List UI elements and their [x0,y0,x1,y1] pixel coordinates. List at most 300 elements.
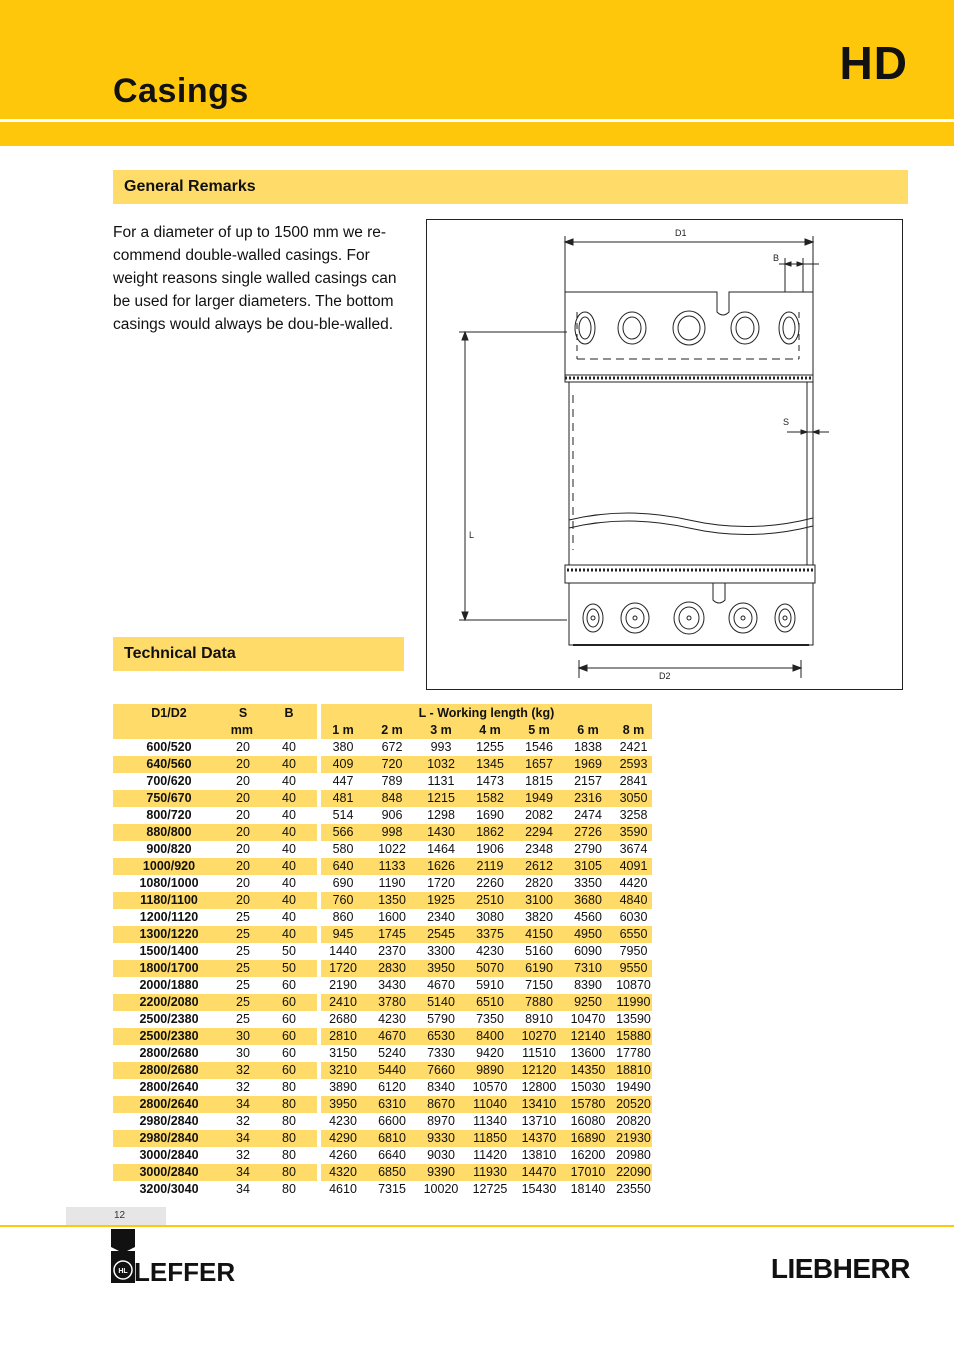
cell-weight: 13600 [570,1046,606,1060]
cell-b: 40 [282,740,296,754]
cell-b: 40 [282,910,296,924]
cell-weight: 15430 [521,1182,557,1196]
cell-s: 34 [236,1182,250,1196]
general-remarks-heading: General Remarks [113,170,908,204]
cell-diameter: 900/820 [146,842,192,856]
cell-weight: 993 [430,740,452,754]
cell-weight: 6190 [517,960,561,977]
cell-weight: 9390 [419,1164,463,1181]
cell-weight: 1345 [463,756,517,773]
cell-weight: 1255 [476,740,504,754]
cell-diameter: 1000/920 [113,858,225,875]
table-row [113,1011,652,1028]
general-remarks-text: For a diameter of up to 1500 mm we re-commend double-walled casings. For weight reasons single walled casings can be used for larger diameters. The bottom casings would always be dou-ble-walled. [113,224,397,333]
table-row [113,790,652,807]
cell-weight: 7330 [427,1046,455,1060]
cell-s: 32 [236,1114,250,1128]
cell-weight: 2082 [525,808,553,822]
cell-weight: 2841 [619,774,648,788]
cell-weight: 1473 [476,774,504,788]
cell-weight: 566 [321,824,365,841]
cell-weight: 1690 [476,808,504,822]
cell-weight: 4950 [561,926,615,943]
cell-diameter: 800/720 [146,808,192,822]
cell-weight: 16080 [570,1114,606,1128]
cell-weight: 4091 [615,858,652,875]
cell-weight: 11990 [616,995,651,1009]
cell-weight: 1190 [378,876,406,890]
cell-s: 20 [236,774,250,788]
table-row [113,841,652,858]
cell-diameter: 2200/2080 [113,994,225,1011]
cell-weight: 20820 [616,1114,651,1128]
cell-weight: 11930 [463,1164,517,1181]
cell-weight: 1925 [419,892,463,909]
top-bolt-holes [575,311,799,345]
cell-weight: 1350 [365,892,419,909]
cell-weight: 5070 [463,960,517,977]
cell-diameter: 1200/1120 [139,910,199,924]
cell-weight: 4610 [329,1182,357,1196]
cell-diameter: 640/560 [113,756,225,773]
cell-weight: 2340 [427,910,455,924]
cell-b: 80 [261,1130,317,1147]
cell-weight: 860 [332,910,354,924]
cell-weight: 1464 [427,842,455,856]
cell-weight: 8970 [427,1114,455,1128]
cell-weight: 998 [365,824,419,841]
cell-b: 60 [282,978,296,992]
cell-s: 32 [236,1080,250,1094]
cell-weight: 1745 [365,926,419,943]
cell-weight: 3820 [525,910,553,924]
cell-weight: 672 [381,740,403,754]
cell-weight: 848 [365,790,419,807]
cell-weight: 1546 [525,740,553,754]
cell-weight: 514 [332,808,354,822]
cell-weight: 1969 [561,756,615,773]
cell-b: 40 [282,808,296,822]
liebherr-logo: LIEBHERR [770,1253,910,1284]
cell-s: 25 [236,944,250,958]
cell-weight: 2612 [517,858,561,875]
cell-diameter: 700/620 [146,774,192,788]
table-row [113,1045,652,1062]
cell-weight: 9890 [463,1062,517,1079]
cell-weight: 15880 [616,1029,651,1043]
cell-s: 34 [225,1130,261,1147]
cell-weight: 9030 [427,1148,455,1162]
cell-weight: 3080 [476,910,504,924]
label-l: L [469,530,475,540]
cell-weight: 6640 [378,1148,406,1162]
cell-diameter: 1500/1400 [139,944,199,958]
cell-s: 34 [225,1096,261,1113]
cell-weight: 1838 [574,740,602,754]
cell-weight: 3950 [419,960,463,977]
cell-weight: 5140 [419,994,463,1011]
cell-weight: 1298 [427,808,455,822]
cell-s: 20 [225,756,261,773]
col-b: B [261,704,317,722]
cell-weight: 16200 [570,1148,606,1162]
table-row [113,807,652,824]
cell-weight: 4840 [615,892,652,909]
cell-weight: 2820 [525,876,553,890]
leffer-logo-icon [111,1229,135,1283]
table-row [113,739,652,756]
table-row [113,1079,652,1096]
cell-weight: 10020 [423,1182,459,1196]
cell-weight: 2410 [321,994,365,1011]
cell-weight: 10470 [570,1012,606,1026]
cell-weight: 6810 [365,1130,419,1147]
cell-b: 50 [282,944,296,958]
cell-weight: 3375 [463,926,517,943]
cell-weight: 3300 [427,944,455,958]
cell-weight: 2119 [463,858,517,875]
col-length-3: 3 m [419,722,463,739]
cell-weight: 12725 [472,1182,508,1196]
cell-diameter: 880/800 [113,824,225,841]
cell-weight: 760 [321,892,365,909]
cell-b: 40 [282,842,296,856]
cell-weight: 2190 [329,978,357,992]
page-title: Casings [113,72,249,110]
cell-weight: 3890 [329,1080,357,1094]
header-band-lower [0,122,954,146]
cell-weight: 3430 [378,978,406,992]
table-row [113,892,652,909]
cell-weight: 2260 [476,876,504,890]
cell-b: 80 [282,1114,296,1128]
cell-diameter: 2800/2640 [139,1080,199,1094]
cell-weight: 11850 [463,1130,517,1147]
cell-weight: 13810 [521,1148,557,1162]
cell-b: 80 [282,1182,296,1196]
cell-weight: 4230 [329,1114,357,1128]
cell-weight: 3350 [574,876,602,890]
cell-weight: 6850 [365,1164,419,1181]
table-row [113,1164,652,1181]
cell-weight: 906 [381,808,403,822]
table-row [113,977,652,994]
cell-weight: 1582 [463,790,517,807]
cell-diameter: 2500/2380 [139,1012,199,1026]
cell-weight: 5790 [427,1012,455,1026]
cell-weight: 7315 [378,1182,406,1196]
cell-s: 20 [225,824,261,841]
cell-s: 20 [225,858,261,875]
cell-b: 60 [282,1046,296,1060]
cell-weight: 3105 [561,858,615,875]
cell-weight: 21930 [616,1131,651,1145]
col-length-5: 5 m [517,722,561,739]
cell-weight: 945 [321,926,365,943]
cell-weight: 1600 [378,910,406,924]
cell-weight: 11340 [473,1114,507,1128]
cell-b: 60 [282,1012,296,1026]
cell-s: 32 [225,1062,261,1079]
cell-weight: 1657 [517,756,561,773]
cell-weight: 3150 [329,1046,357,1060]
cell-weight: 10870 [616,978,651,992]
footer-divider [0,1225,954,1227]
cell-diameter: 2800/2680 [139,1046,199,1060]
cell-weight: 3210 [321,1062,365,1079]
table-row [113,773,652,790]
col-length-1: 1 m [321,722,365,739]
cell-weight: 1133 [365,858,419,875]
cell-weight: 3258 [619,808,648,822]
cell-weight: 12140 [561,1028,615,1045]
cell-weight: 2726 [561,824,615,841]
cell-weight: 4260 [329,1148,357,1162]
page-number: 12 [66,1207,166,1225]
cell-weight: 789 [381,774,403,788]
table-row [113,943,652,960]
table-row [113,875,652,892]
cell-weight: 10270 [517,1028,561,1045]
cell-weight: 4670 [427,978,455,992]
cell-weight: 1720 [427,876,455,890]
label-b: B [773,253,780,263]
cell-b: 40 [261,926,317,943]
cell-weight: 7150 [525,978,553,992]
cell-weight: 19490 [616,1080,651,1094]
col-length-6: 6 m [561,722,615,739]
cell-weight: 2157 [574,774,602,788]
cell-diameter: 1800/1700 [113,960,225,977]
cell-weight: 4290 [321,1130,365,1147]
col-length-2: 2 m [365,722,419,739]
cell-weight: 1022 [378,842,406,856]
cell-b: 40 [282,774,296,788]
cell-weight: 2593 [615,756,652,773]
cell-diameter: 600/520 [146,740,192,754]
cell-weight: 2680 [329,1012,357,1026]
cell-diameter: 1080/1000 [139,876,199,890]
cell-b: 60 [261,1028,317,1045]
cell-weight: 2294 [517,824,561,841]
technical-data-table [113,704,652,1198]
cell-weight: 2830 [365,960,419,977]
cell-weight: 4420 [619,876,648,890]
bottom-bolt-holes [583,602,795,634]
cell-weight: 7310 [561,960,615,977]
table-row [113,756,652,773]
cell-weight: 7660 [419,1062,463,1079]
cell-weight: 7350 [476,1012,504,1026]
cell-b: 50 [261,960,317,977]
table-row [113,858,652,875]
cell-weight: 8340 [427,1080,455,1094]
table-row [113,926,652,943]
cell-diameter: 2980/2840 [139,1114,199,1128]
cell-weight: 6120 [378,1080,406,1094]
cell-diameter: 750/670 [113,790,225,807]
table-row [113,1130,652,1147]
cell-weight: 8670 [419,1096,463,1113]
cell-weight: 2421 [619,740,648,754]
cell-diameter: 2000/1880 [139,978,199,992]
cell-s: 20 [225,892,261,909]
cell-weight: 380 [332,740,354,754]
cell-weight: 4150 [517,926,561,943]
cell-s: 32 [236,1148,250,1162]
cell-diameter: 3000/2840 [113,1164,225,1181]
cell-diameter: 1180/1100 [113,892,225,909]
cell-weight: 2370 [378,944,406,958]
cell-s: 25 [236,910,250,924]
cell-weight: 9330 [419,1130,463,1147]
table-row [113,1096,652,1113]
cell-s: 20 [236,740,250,754]
cell-weight: 1906 [476,842,504,856]
cell-diameter: 3000/2840 [139,1148,199,1162]
cell-weight: 2545 [419,926,463,943]
cell-weight: 6600 [378,1114,406,1128]
cell-diameter: 2800/2640 [113,1096,225,1113]
cell-weight: 3100 [517,892,561,909]
cell-weight: 1215 [419,790,463,807]
cell-weight: 11510 [522,1046,556,1060]
table-row [113,1147,652,1164]
cell-weight: 2810 [321,1028,365,1045]
cell-weight: 640 [321,858,365,875]
cell-weight: 1862 [463,824,517,841]
cell-weight: 7950 [619,944,648,958]
col-d1d2: D1/D2 [113,704,225,722]
cell-s: 20 [236,876,250,890]
cell-diameter: 3200/3040 [139,1182,199,1196]
cell-s: 30 [225,1028,261,1045]
cell-b: 40 [282,876,296,890]
table-row [113,1062,652,1079]
casing-drawing [427,220,904,691]
cell-weight: 3050 [615,790,652,807]
cell-weight: 690 [332,876,354,890]
cell-weight: 4230 [476,944,504,958]
cell-weight: 7880 [517,994,561,1011]
col-length-4: 4 m [463,722,517,739]
cell-weight: 1949 [517,790,561,807]
cell-s: 25 [225,960,261,977]
cell-weight: 580 [332,842,354,856]
label-s: S [783,417,790,427]
cell-weight: 6090 [574,944,602,958]
cell-weight: 10570 [472,1080,508,1094]
col-unit: mm [113,722,317,739]
cell-b: 80 [261,1096,317,1113]
table-row [113,994,652,1011]
cell-weight: 13590 [616,1012,651,1026]
cell-weight: 2348 [525,842,553,856]
cell-s: 25 [225,994,261,1011]
cell-weight: 8910 [525,1012,553,1026]
cell-weight: 11420 [473,1148,507,1162]
cell-weight: 2316 [561,790,615,807]
cell-s: 20 [225,790,261,807]
cell-weight: 5440 [365,1062,419,1079]
cell-weight: 1032 [419,756,463,773]
cell-b: 80 [282,1148,296,1162]
cell-diameter: 2980/2840 [113,1130,225,1147]
cell-weight: 6550 [615,926,652,943]
cell-b: 40 [261,858,317,875]
cell-weight: 13710 [521,1114,557,1128]
cell-weight: 1131 [427,774,455,788]
series-code: HD [839,37,908,89]
cell-weight: 14470 [517,1164,561,1181]
cell-weight: 3950 [321,1096,365,1113]
cell-weight: 2510 [463,892,517,909]
cell-weight: 1440 [329,944,357,958]
cell-weight: 3674 [619,842,648,856]
table-row [113,1028,652,1045]
cell-weight: 12120 [517,1062,561,1079]
cell-weight: 481 [321,790,365,807]
cell-weight: 15780 [561,1096,615,1113]
cell-weight: 3590 [615,824,652,841]
col-working-length: L - Working length (kg) [321,704,652,722]
cell-weight: 20520 [616,1097,651,1111]
cell-weight: 8390 [574,978,602,992]
cell-weight: 23550 [616,1182,651,1196]
cell-weight: 1815 [525,774,553,788]
cell-b: 80 [282,1080,296,1094]
table-row [113,824,652,841]
cell-s: 20 [236,842,250,856]
cell-weight: 409 [321,756,365,773]
cell-weight: 2790 [574,842,602,856]
table-row [113,960,652,977]
leffer-logo-text: LEFFER [134,1257,236,1287]
cell-weight: 18140 [570,1182,606,1196]
cell-weight: 3680 [561,892,615,909]
cell-weight: 16890 [561,1130,615,1147]
cell-weight: 9420 [476,1046,504,1060]
cell-weight: 4320 [321,1164,365,1181]
cell-weight: 4560 [574,910,602,924]
col-s: S [225,704,261,722]
table-row [113,1113,652,1130]
cell-s: 20 [236,808,250,822]
cell-s: 30 [236,1046,250,1060]
casing-diagram [426,219,903,690]
col-length-7: 8 m [615,722,652,739]
cell-diameter: 1300/1220 [113,926,225,943]
cell-weight: 1626 [419,858,463,875]
cell-weight: 447 [332,774,354,788]
cell-b: 80 [261,1164,317,1181]
cell-weight: 15030 [570,1080,606,1094]
cell-s: 25 [236,1012,250,1026]
cell-weight: 2474 [574,808,602,822]
cell-weight: 6530 [419,1028,463,1045]
table-row [113,1181,652,1198]
cell-weight: 9250 [561,994,615,1011]
cell-weight: 4230 [378,1012,406,1026]
cell-weight: 3780 [365,994,419,1011]
cell-weight: 9550 [615,960,652,977]
cell-weight: 5240 [378,1046,406,1060]
label-d2: D2 [659,671,671,681]
cell-weight: 22090 [616,1165,651,1179]
cell-s: 25 [225,926,261,943]
cell-diameter: 2800/2680 [113,1062,225,1079]
cell-weight: 1430 [419,824,463,841]
